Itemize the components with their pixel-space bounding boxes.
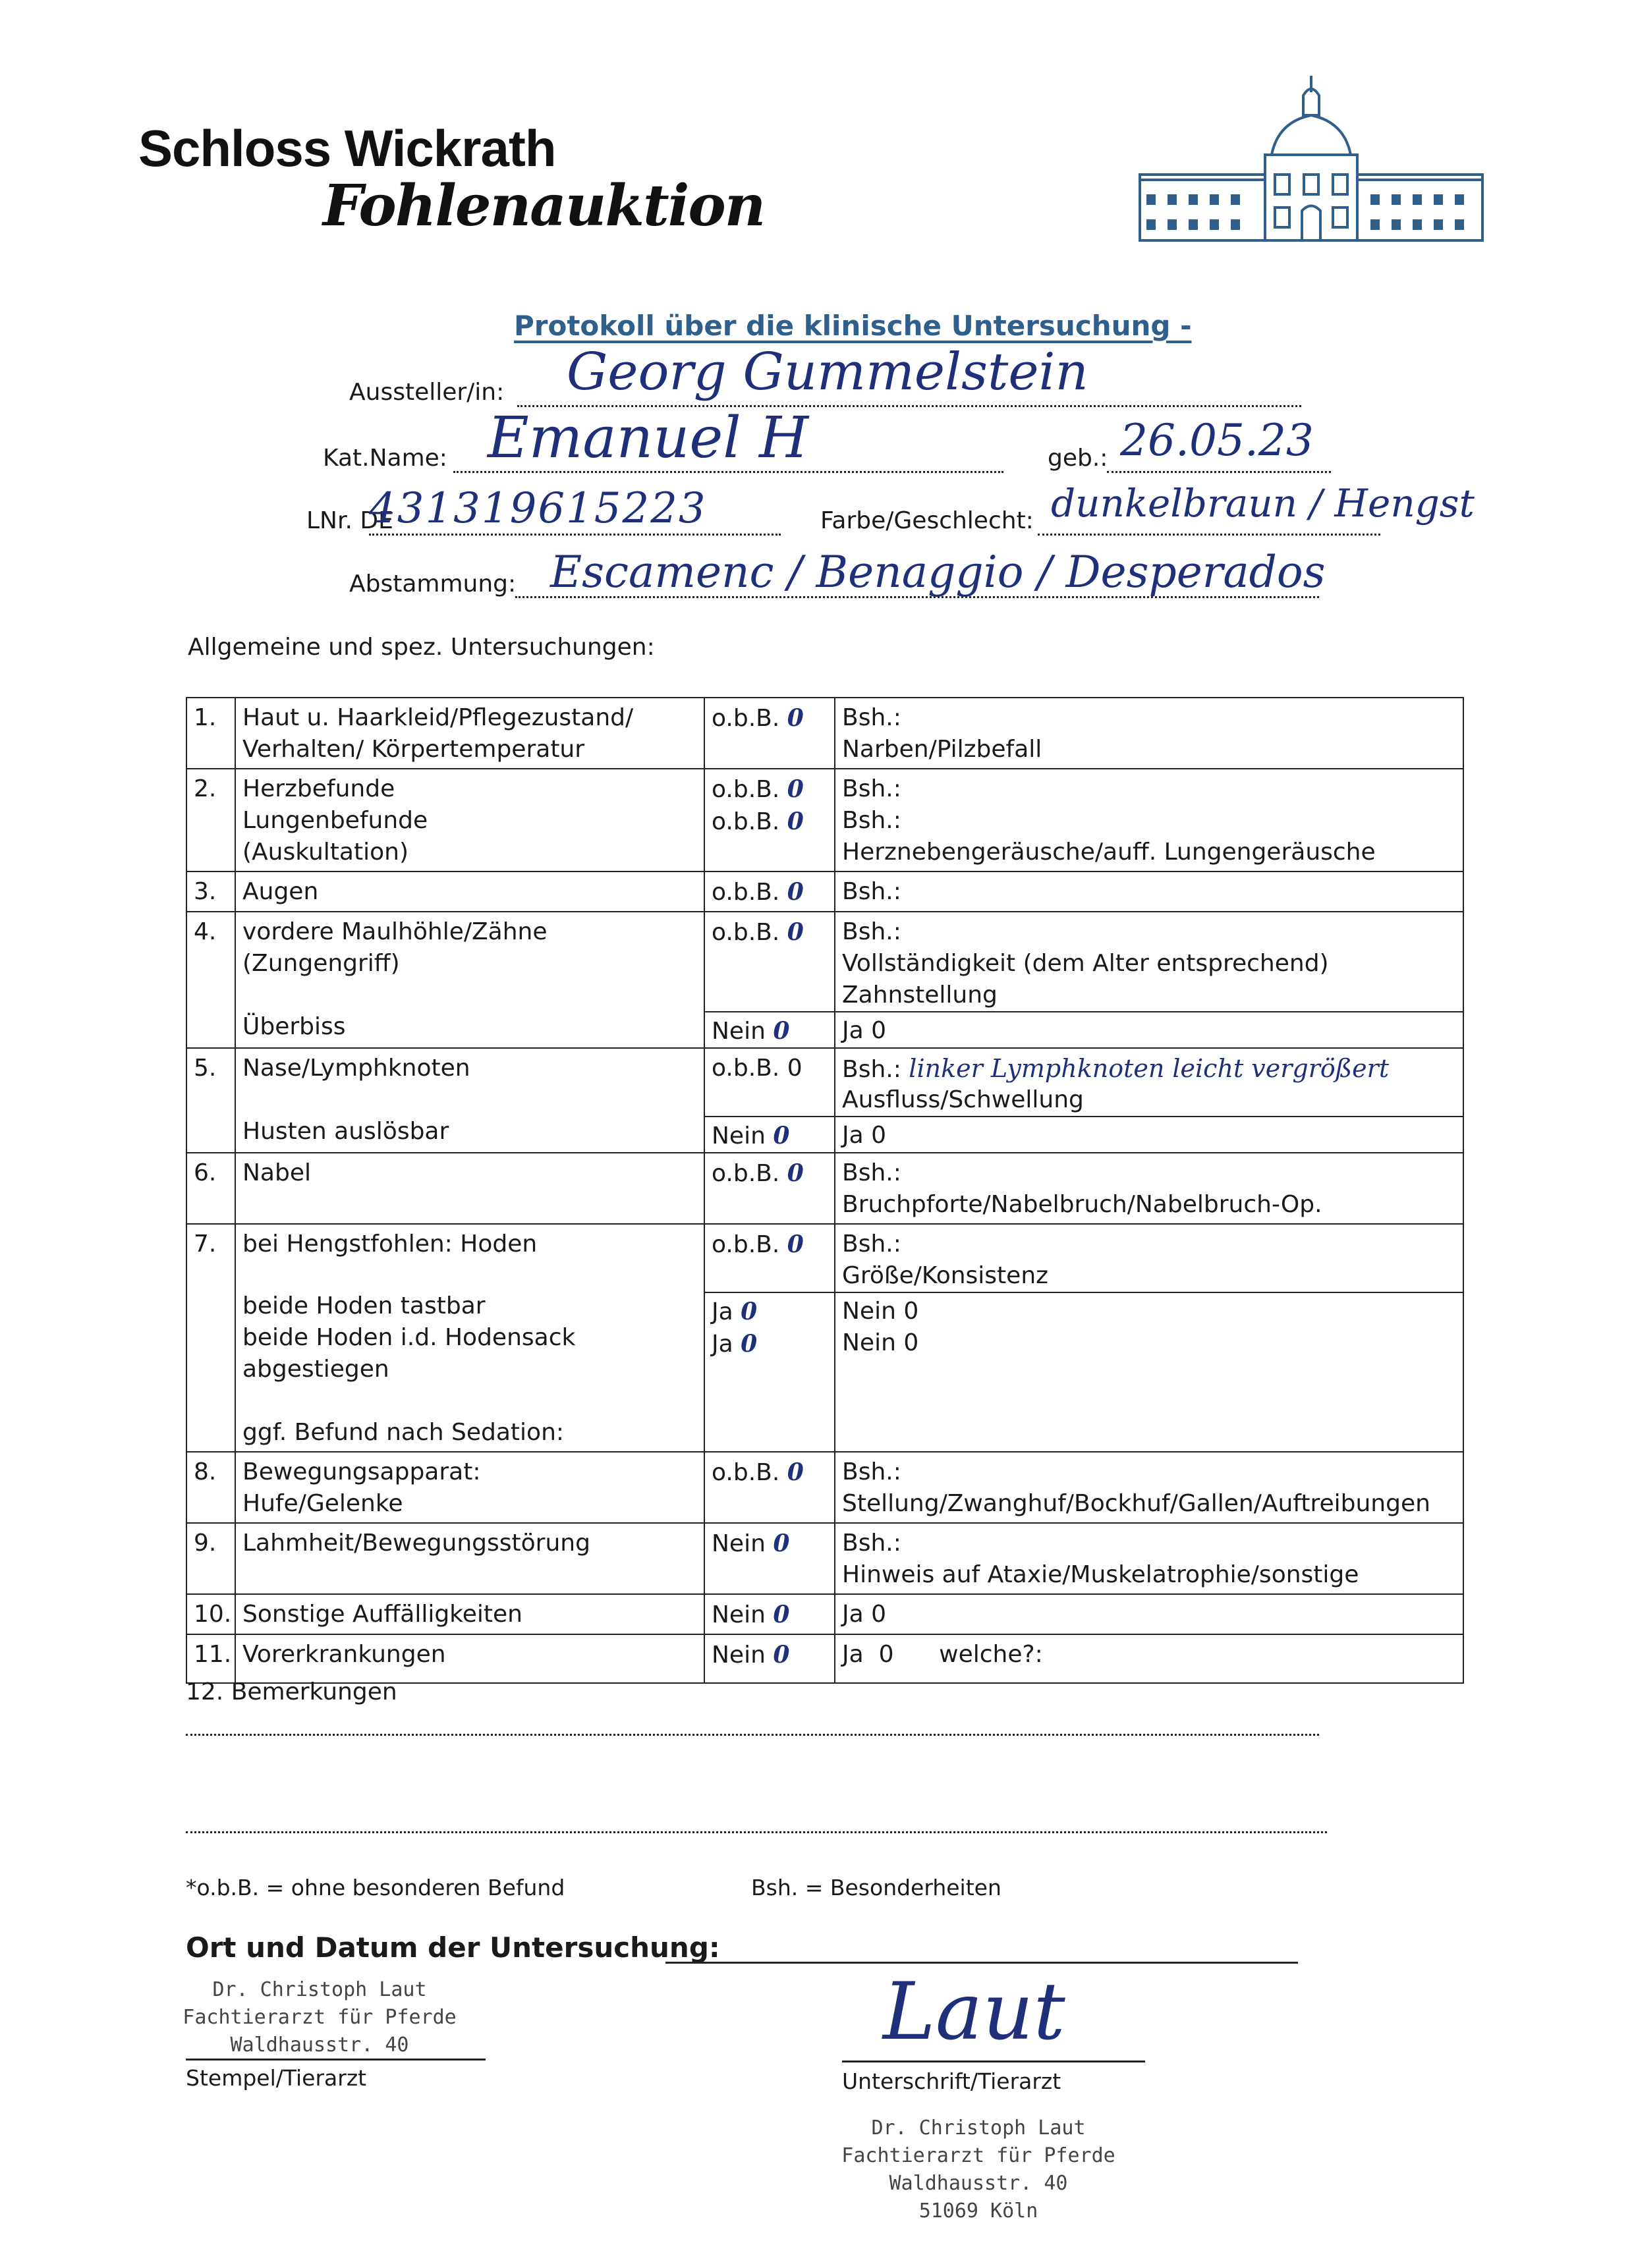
row-item: Lahmheit/Bewegungsstörung xyxy=(235,1523,704,1594)
row-item xyxy=(235,1048,704,1153)
ja-option[interactable]: Ja 0 xyxy=(835,1116,1463,1151)
bsh-label: Bsh.: xyxy=(842,1458,901,1485)
checkbox-mark[interactable]: 0 xyxy=(773,1601,790,1628)
table-row xyxy=(186,1594,1463,1634)
table-row xyxy=(186,1153,1463,1224)
farbe-label: Farbe/Geschlecht: xyxy=(820,507,1034,534)
ja-option[interactable]: Ja 0 xyxy=(835,1011,1463,1047)
table-row xyxy=(186,1523,1463,1594)
item-text: Nase/Lymphknoten xyxy=(242,1055,470,1082)
castle-logo-icon xyxy=(1133,69,1502,247)
bsh-handwritten-note[interactable]: linker Lymphknoten leicht vergrößert xyxy=(909,1054,1390,1083)
table-row xyxy=(186,698,1463,769)
table-row xyxy=(186,769,1463,871)
brand-title: Schloss Wickrath xyxy=(138,119,556,177)
bsh-hint: Stellung/Zwanghuf/Bockhuf/Gallen/Auftreibungen xyxy=(842,1490,1430,1517)
lnr-label: LNr. DE xyxy=(306,507,393,534)
obb-label: o.b.B. xyxy=(712,1231,780,1258)
bsh-label: Bsh.: xyxy=(842,1159,901,1186)
obb-label: o.b.B. xyxy=(712,879,780,906)
row-number: 1. xyxy=(186,698,235,769)
checkbox-mark[interactable]: 0 xyxy=(787,918,804,946)
nein-option[interactable]: Nein 0 xyxy=(842,1298,919,1325)
geb-value[interactable]: 26.05.23 xyxy=(1120,415,1314,466)
katname-label: Kat.Name: xyxy=(323,445,447,472)
stamp-label: Stempel/Tierarzt xyxy=(186,2065,367,2091)
row-item xyxy=(235,912,704,1048)
brand-subtitle: Fohlenauktion xyxy=(323,173,765,239)
item-text: Bewegungsapparat: xyxy=(242,1458,481,1485)
aussteller-label: Aussteller/in: xyxy=(349,379,505,406)
table-row xyxy=(186,912,1463,1048)
item-text: Verhalten/ Körpertemperatur xyxy=(242,736,585,763)
remarks-line-2[interactable] xyxy=(186,1831,1327,1833)
row-item: Sonstige Auffälligkeiten xyxy=(235,1594,704,1634)
stamp-line: Fachtierarzt für Pferde xyxy=(183,2006,457,2029)
obb-cell[interactable] xyxy=(704,871,835,912)
nein-label: Nein xyxy=(712,1122,766,1149)
bsh-label: Bsh.: xyxy=(842,807,901,834)
row-number: 9. xyxy=(186,1523,235,1594)
item-text: bei Hengstfohlen: Hoden xyxy=(242,1231,538,1258)
checkbox-mark[interactable]: 0 xyxy=(787,878,804,906)
checkbox-mark[interactable]: 0 xyxy=(787,1159,804,1187)
item-text: (Zungengriff) xyxy=(242,950,400,977)
obb-label: Nein xyxy=(712,1642,766,1669)
obb-cell[interactable] xyxy=(704,1634,835,1683)
geb-line xyxy=(1107,471,1331,473)
aussteller-value[interactable]: Georg Gummelstein xyxy=(567,343,1088,402)
obb-cell[interactable] xyxy=(704,698,835,769)
ja-option[interactable]: Ja 0 xyxy=(835,1594,1463,1634)
stamp-line: 51069 Köln xyxy=(918,2199,1038,2223)
table-row xyxy=(186,1048,1463,1153)
item-text: beide Hoden tastbar xyxy=(242,1292,486,1319)
obb-cell[interactable] xyxy=(704,1224,835,1452)
bsh-hint: Herznebengeräusche/auff. Lungengeräusche xyxy=(842,839,1376,866)
row-item: Nabel xyxy=(235,1153,704,1224)
place-date-line[interactable] xyxy=(665,1962,1298,1964)
obb-cell[interactable] xyxy=(704,769,835,871)
bsh-cell xyxy=(835,1153,1463,1224)
bsh-label: Bsh.: xyxy=(842,775,901,802)
checkbox-mark[interactable]: 0 xyxy=(741,1298,758,1325)
obb-cell[interactable] xyxy=(704,912,835,1048)
obb-label: Nein xyxy=(712,1530,766,1557)
legend-obb: *o.b.B. = ohne besonderen Befund xyxy=(186,1875,565,1900)
signature[interactable]: Laut xyxy=(883,1966,1065,2058)
stamp-line-rule xyxy=(186,2059,486,2061)
item-text: Überbiss xyxy=(242,1013,346,1040)
bsh-hint: Narben/Pilzbefall xyxy=(842,736,1042,763)
table-row xyxy=(186,1634,1463,1683)
row-number: 6. xyxy=(186,1153,235,1224)
table-row xyxy=(186,1452,1463,1523)
remarks-label: 12. Bemerkungen xyxy=(186,1678,397,1705)
table-row xyxy=(186,1224,1463,1452)
row-number: 3. xyxy=(186,871,235,912)
remarks-line-1[interactable] xyxy=(186,1734,1319,1736)
bsh-hint: Bruchpforte/Nabelbruch/Nabelbruch-Op. xyxy=(842,1191,1322,1218)
bsh-cell xyxy=(835,912,1463,1048)
checkbox-mark[interactable]: 0 xyxy=(787,1231,804,1258)
doctor-stamp-bottom xyxy=(787,2115,1169,2225)
farbe-value[interactable]: dunkelbraun / Hengst xyxy=(1051,481,1475,526)
obb-cell[interactable] xyxy=(704,1452,835,1523)
bsh-hint: Vollständigkeit (dem Alter entsprechend) xyxy=(842,950,1329,977)
obb-label: Nein xyxy=(712,1601,766,1628)
row-number: 10. xyxy=(186,1594,235,1634)
checkbox-mark[interactable]: 0 xyxy=(787,775,804,803)
obb-label: o.b.B. xyxy=(712,808,780,835)
nein-label: Nein xyxy=(712,1018,766,1045)
bsh-cell xyxy=(835,1452,1463,1523)
bsh-cell xyxy=(835,1224,1463,1452)
bsh-cell xyxy=(835,769,1463,871)
checkbox-mark[interactable]: 0 xyxy=(787,808,804,835)
stamp-line: Waldhausstr. 40 xyxy=(230,2033,409,2057)
obb-label: o.b.B. xyxy=(712,919,780,946)
stamp-line: Waldhausstr. 40 xyxy=(889,2172,1068,2195)
bsh-hint: Zahnstellung xyxy=(842,982,998,1009)
row-item: Augen xyxy=(235,871,704,912)
checkbox-mark[interactable]: 0 xyxy=(741,1330,758,1358)
item-text: Hufe/Gelenke xyxy=(242,1490,403,1517)
abstammung-label: Abstammung: xyxy=(349,570,517,597)
checkbox-mark[interactable]: 0 xyxy=(773,1122,790,1149)
geb-label: geb.: xyxy=(1048,445,1108,472)
lnr-value[interactable]: 431319615223 xyxy=(369,484,707,533)
bsh-hint: Größe/Konsistenz xyxy=(842,1262,1049,1289)
stamp-line: Fachtierarzt für Pferde xyxy=(841,2144,1115,2167)
row-number: 11. xyxy=(186,1634,235,1683)
obb-cell[interactable] xyxy=(704,1594,835,1634)
checkbox-mark[interactable]: 0 xyxy=(787,1458,804,1486)
obb-label: o.b.B. xyxy=(712,1160,780,1187)
bsh-hint: Ausfluss/Schwellung xyxy=(842,1086,1084,1113)
item-text: beide Hoden i.d. Hodensack xyxy=(242,1324,576,1351)
obb-cell[interactable] xyxy=(704,1153,835,1224)
item-text: ggf. Befund nach Sedation: xyxy=(242,1419,565,1446)
item-text: abgestiegen xyxy=(242,1356,389,1383)
item-text: vordere Maulhöhle/Zähne xyxy=(242,918,548,945)
signature-line[interactable] xyxy=(842,2061,1145,2062)
checkbox-mark[interactable]: 0 xyxy=(773,1641,790,1669)
katname-line xyxy=(453,471,1003,473)
row-item: Vorerkrankungen xyxy=(235,1634,704,1683)
stamp-line: Dr. Christoph Laut xyxy=(871,2116,1086,2140)
obb-cell[interactable] xyxy=(704,1048,835,1153)
row-number: 4. xyxy=(186,912,235,1048)
legend-bsh: Bsh. = Besonderheiten xyxy=(751,1875,1001,1900)
obb-label: o.b.B. xyxy=(712,705,780,732)
obb-label: o.b.B. xyxy=(712,1459,780,1486)
bsh-label: Bsh.: xyxy=(842,918,901,945)
ja-option[interactable]: Ja 0 welche?: xyxy=(835,1634,1463,1683)
ja-label: Ja xyxy=(712,1298,733,1325)
signature-label: Unterschrift/Tierarzt xyxy=(842,2068,1061,2094)
item-text: (Auskultation) xyxy=(242,839,408,866)
bsh-cell xyxy=(835,698,1463,769)
place-date-label: Ort und Datum der Untersuchung: xyxy=(186,1931,720,1964)
farbe-line xyxy=(1038,534,1380,536)
row-number: 5. xyxy=(186,1048,235,1153)
item-text: Lungenbefunde xyxy=(242,807,428,834)
bsh-label: Bsh.: xyxy=(842,1530,901,1557)
table-row xyxy=(186,871,1463,912)
row-item xyxy=(235,769,704,871)
row-item xyxy=(235,1452,704,1523)
bsh-label: Bsh.: xyxy=(842,1056,901,1083)
bsh-cell: Bsh.: xyxy=(835,871,1463,912)
row-number: 7. xyxy=(186,1224,235,1452)
stamp-line: Dr. Christoph Laut xyxy=(212,1978,427,2001)
row-number: 8. xyxy=(186,1452,235,1523)
row-item xyxy=(235,698,704,769)
item-text: Herzbefunde xyxy=(242,775,395,802)
bsh-hint: Hinweis auf Ataxie/Muskelatrophie/sonstige xyxy=(842,1561,1359,1588)
nein-option[interactable]: Nein 0 xyxy=(842,1329,919,1356)
obb-label: o.b.B. xyxy=(712,776,780,803)
doctor-stamp xyxy=(168,1976,471,2059)
katname-value[interactable]: Emanuel H xyxy=(488,405,809,471)
row-item xyxy=(235,1224,704,1452)
checkbox-mark[interactable]: 0 xyxy=(787,704,804,732)
item-text: Husten auslösbar xyxy=(242,1118,449,1145)
abstammung-value[interactable]: Escamenc / Benaggio / Desperados xyxy=(550,547,1326,597)
bsh-label: Bsh.: xyxy=(842,704,901,731)
checkbox-mark[interactable]: 0 xyxy=(773,1530,790,1557)
checkbox-mark[interactable]: 0 xyxy=(773,1017,790,1045)
row-number: 2. xyxy=(186,769,235,871)
page-title: Protokoll über die klinische Untersuchung - xyxy=(514,310,1192,342)
exam-table xyxy=(186,697,1464,1684)
bsh-cell xyxy=(835,1048,1463,1153)
section-label: Allgemeine und spez. Untersuchungen: xyxy=(188,634,655,661)
bsh-label: Bsh.: xyxy=(842,1231,901,1258)
item-text: Haut u. Haarkleid/Pflegezustand/ xyxy=(242,704,634,731)
ja-label: Ja xyxy=(712,1331,733,1358)
obb-label: o.b.B. 0 xyxy=(712,1055,803,1082)
lnr-line xyxy=(369,534,781,536)
bsh-cell xyxy=(835,1523,1463,1594)
obb-cell[interactable] xyxy=(704,1523,835,1594)
